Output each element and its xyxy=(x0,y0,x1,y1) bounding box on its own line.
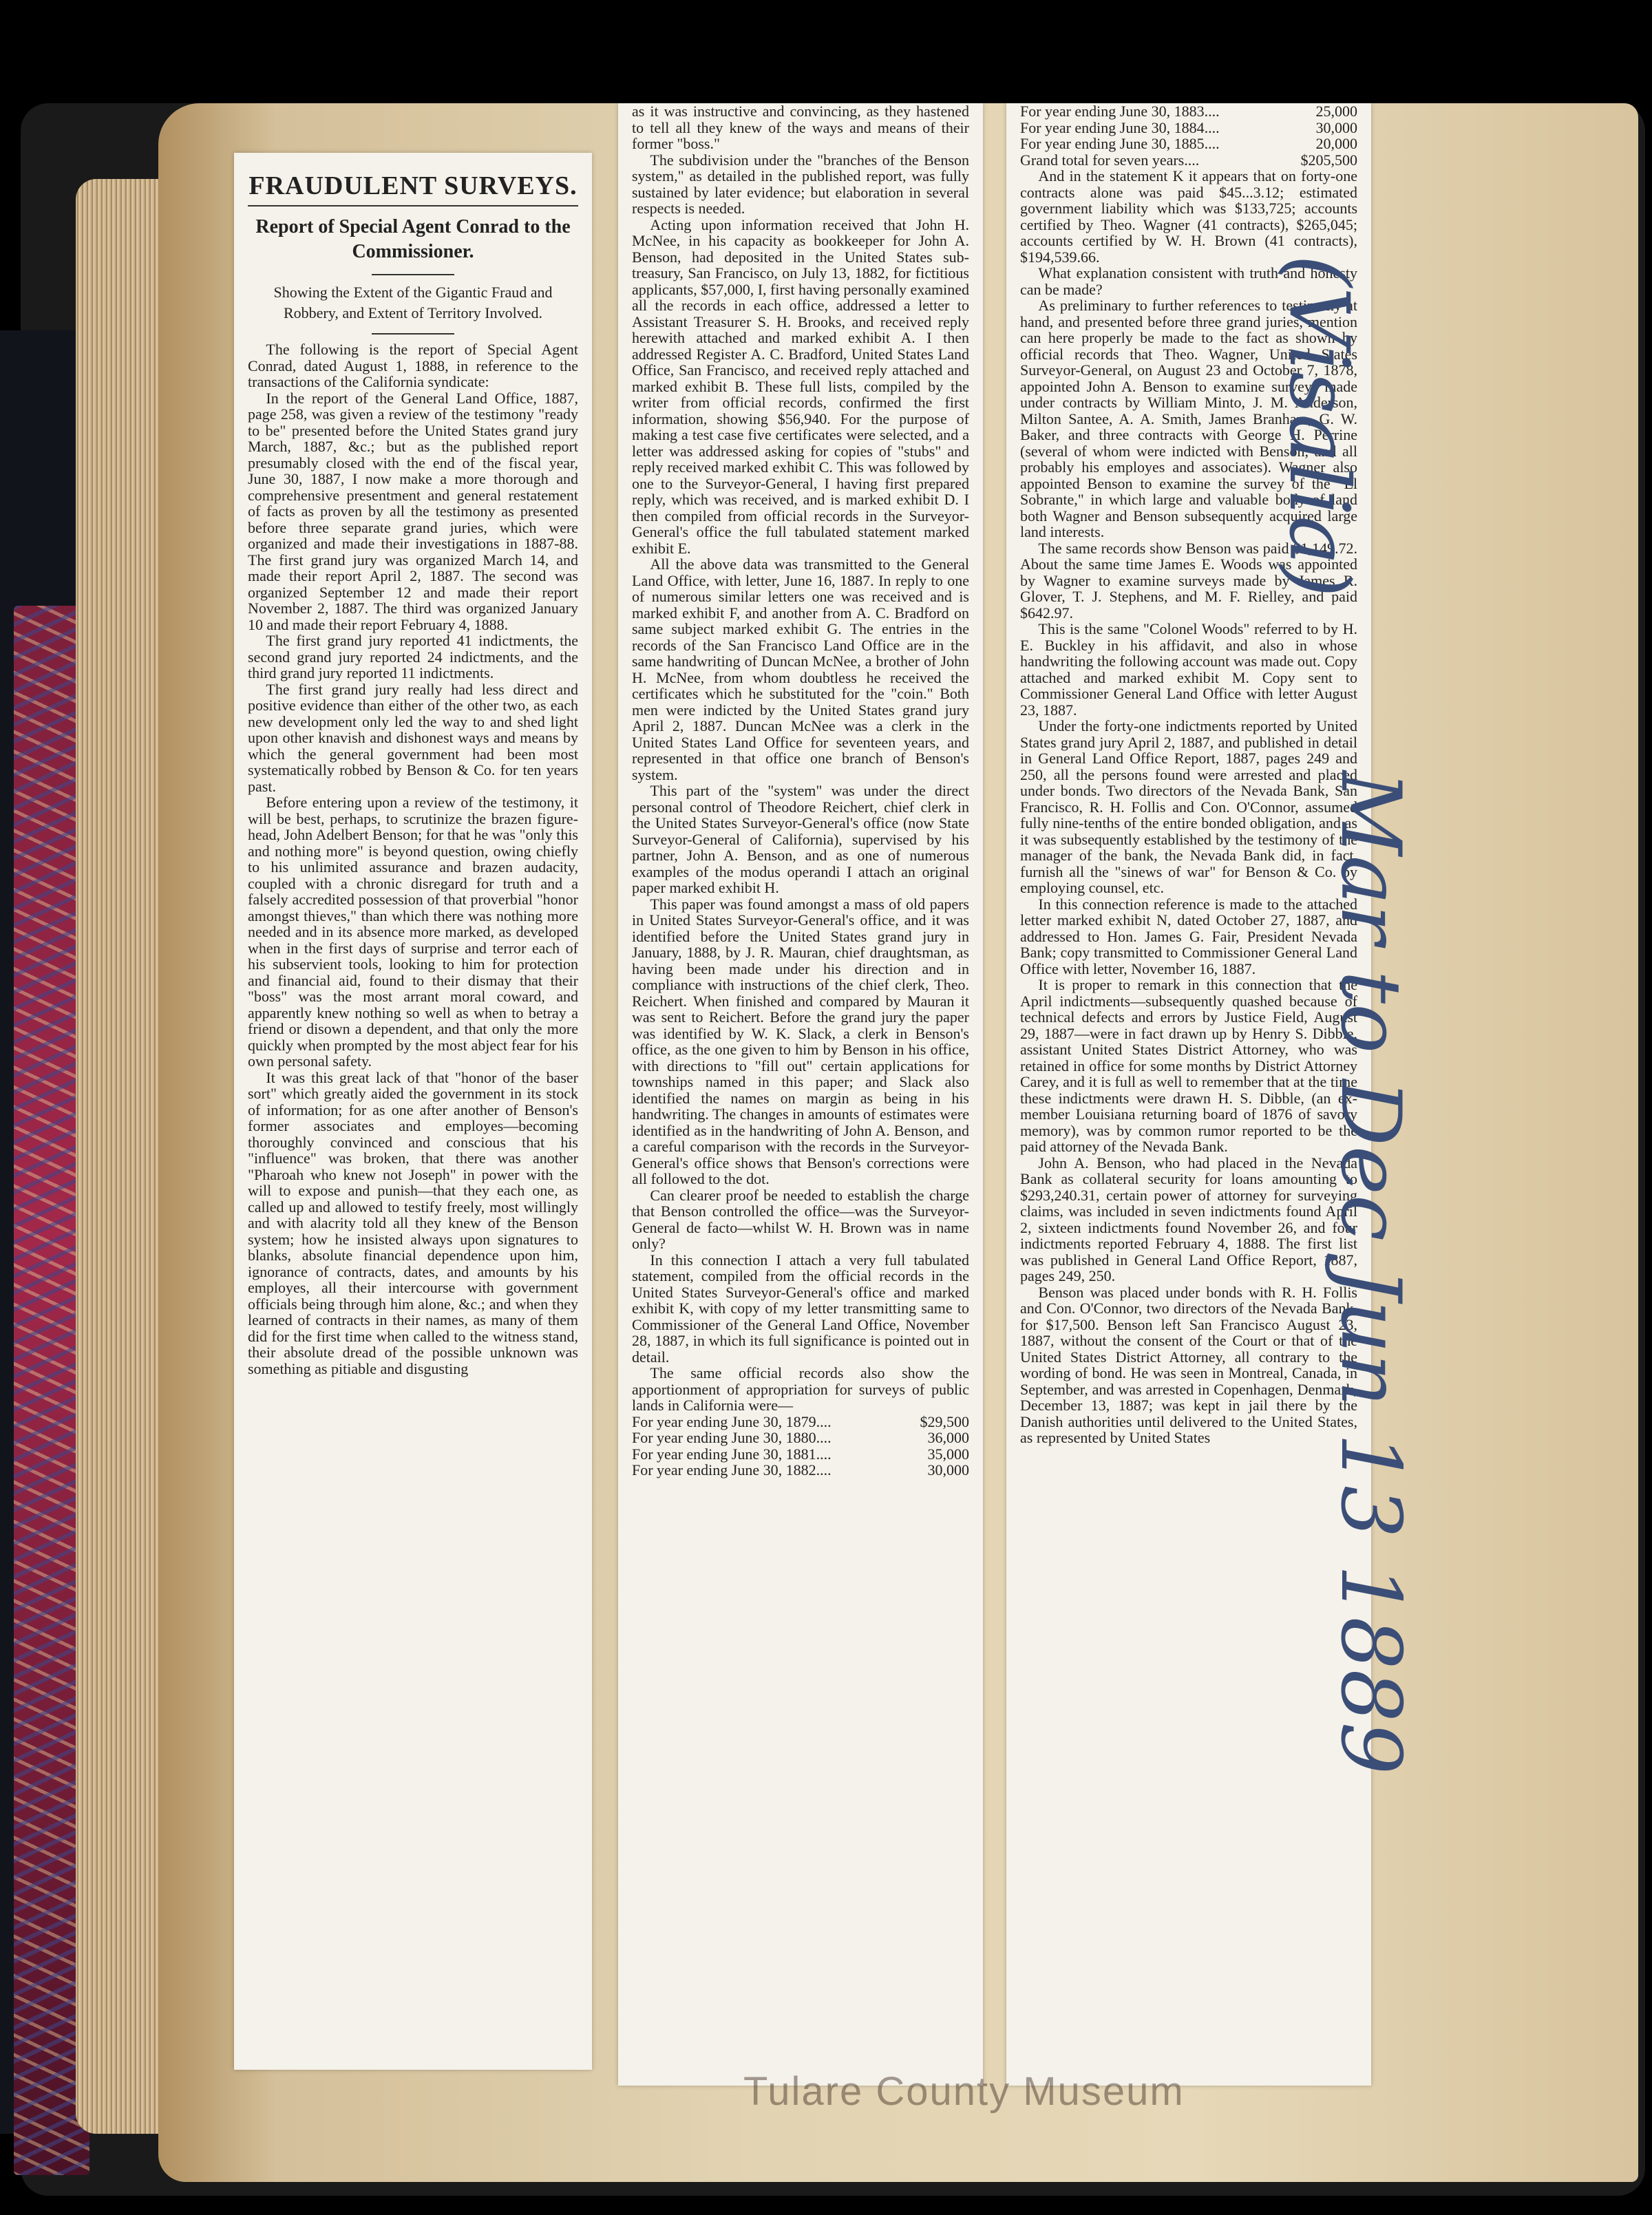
handwritten-note: (Visalia) xyxy=(1271,255,1366,597)
museum-watermark: Tulare County Museum xyxy=(743,2069,1185,2114)
paragraph: John A. Benson, who had placed in the Nevada Bank as collateral security for loans amounting to $293,240.31, certain power of attorney for surveying claims, was included in seven indictments found April 2, sixteen indictments found November 26, and four indictments reported February 4, 1888. The first list was published in General Land Office Report, 1887, pages 249, 250. xyxy=(1020,1154,1357,1284)
divider xyxy=(372,333,454,335)
paragraph: Acting upon information received that John H. McNee, in his capacity as bookkeeper for John A. Benson, had deposited in the United States sub-treasury, San Francisco, on July 13, 1882, for fictitious applicants, $57,000, I, first having personally examined all the records in each office, addressed a letter to Assistant Treasurer S. H. Brooks, and received reply herewith attached and marked exhibit A. I then addressed Register A. C. Bradford, United States Land Office, San Francisco, and received reply attached and marked exhibit B. These full lists, compiled by the writer from official records, confirmed the first information, showing $56,940. For the purpose of making a test case five certificates were selected, and a letter was addressed asking for copies of "stubs" and reply received marked exhibit C. This was followed by one to the Surveyor-General, I having first prepared reply, which was received, and is marked exhibit D. I then compiled from official records in the Surveyor-General's office the full tabulated statement marked exhibit E. xyxy=(632,215,969,557)
paragraph: All the above data was transmitted to the General Land Office, with letter, June 16, 1887. In reply to one of numerous similar letters one was received and is marked exhibit F, and another from A. C. Bradford on same subject marked exhibit G. The entries in the records of the San Francisco Land Office are in the same handwriting of Duncan McNee, a brother of John H. McNee, from whom doubtless he received the certificates which he substituted for the "coin." Both men were indicted by the United States grand jury April 2, 1887. Duncan McNee was a clerk in the United States Land Office for seventeen years, and represented in that office one branch of Benson's system. xyxy=(632,555,969,783)
appropriation-table xyxy=(632,1414,969,1479)
article-subhead: Report of Special Agent Conrad to the Commissioner. xyxy=(255,216,571,262)
paragraph: It was this great lack of that "honor of the baser sort" which greatly aided the government in its stock of information; for as one after another of Benson's former associates and employes—becoming thoroughly convinced and conscious that his "influence" was broken, that there was another "Pharoah who knew not Joseph" in power with the will to expose and punish—that they each one, as called up and allowed to testify freely, most willingly and with alacrity told all they knew of the Benson system; how he insisted always upon signatures to blanks, absolute financial dependence upon him, ignorance of contracts, dates, and amounts by his employes, all their intercourse with government officials being through him alone, &c.; and when they learned of contracts in their names, as many of them did for the first time when called to the witness stand, their absolute dread of the possible unknown was something as pitiable and disgusting xyxy=(248,1068,578,1377)
table-row: For year ending June 30, 1885.... 20,000 xyxy=(1020,135,1357,152)
table-row: For year ending June 30, 1884.... 30,000 xyxy=(1020,118,1357,136)
table-row: For year ending June 30, 1880.... 36,000 xyxy=(632,1429,969,1446)
table-row: For year ending June 30, 1882.... 30,000 xyxy=(632,1461,969,1479)
table-row: Grand total for seven years.... $205,500 xyxy=(1020,151,1357,169)
table-row: For year ending June 30, 1883.... 25,000 xyxy=(1020,103,1357,120)
paragraph: as it was instructive and convincing, as they hastened to tell all they knew of the ways and means of their former "boss." xyxy=(632,103,969,152)
paragraph: In this connection reference is made to the attached letter marked exhibit N, dated October 27, 1887, and addressed to Hon. James G. Fair, President Nevada Bank; copy transmitted to Commissioner General Land Office with letter, November 16, 1887. xyxy=(1020,895,1357,977)
article-column-2 xyxy=(618,103,983,2086)
paragraph: What explanation consistent with truth and honesty can be made? xyxy=(1020,264,1357,298)
paragraph: This paper was found amongst a mass of old papers in United States Surveyor-General's office, and it was identified before the United States grand jury in January, 1888, by J. R. Mauran, chief draughtsman, as having been made under his direction and in compliance with instructions of the chief clerk, Theo. Reichert. When finished and compared by Mauran it was sent to Reichert. Before the grand jury the paper was identified by W. K. Slack, a clerk in Benson's office, as the one given to him by Benson in his office, with directions to "fill out" certain applications for townships named in this paper; and Slack also identified the names on margin as being in his handwriting. The changes in amounts of estimates were identified as in the handwriting of John A. Benson, and a careful comparison with the records in the Surveyor-General's office shows that Benson's corrections were all followed to the dot. xyxy=(632,895,969,1187)
paragraph: The following is the report of Special Agent Conrad, dated August 1, 1888, in reference to the transactions of the California syndicate: xyxy=(248,341,578,390)
divider xyxy=(372,274,454,275)
paragraph: Under the forty-one indictments reported by United States grand jury April 2, 1887, and published in detail in General Land Office Report, 1887, pages 249 and 250, all the persons found were arrested and placed under bonds. Two directors of the Nevada Bank, San Francisco, R. H. Follis and Con. O'Connor, assumed fully nine-tenths of the entire bonded obligation, and as it was subsequently established by the testimony of the manager of the bank, the Nevada Bank did, in fact, furnish all the "sinews of war" for Benson & Co. by employing counsel, etc. xyxy=(1020,717,1357,896)
table-row: For year ending June 30, 1881.... 35,000 xyxy=(632,1445,969,1463)
paragraph: The first grand jury really had less direct and positive evidence than either of the other two, as each new development only led the way to and shed light upon other knavish and dishonest ways and means by which the general government had been most systematically robbed by Benson & Co. for ten years past. xyxy=(248,680,578,795)
handwritten-date: Mar to Dec Jun 13 1889 xyxy=(1322,771,1418,1775)
article-column-1 xyxy=(234,153,592,2070)
paragraph: The first grand jury reported 41 indictments, the second grand jury reported 24 indictments, and the third grand jury reported 11 indictments. xyxy=(248,632,578,681)
paragraph: In the report of the General Land Office, 1887, page 258, was given a review of the testimony "ready to be" presented before the United States grand jury March, 1887, &c.; but as the published report presumably closed with the end of the fiscal year, June 30, 1887, I now make a more thorough and comprehensive presentment and general restatement of facts as proven by all the testimony as presented before three separate grand juries, which were organized and made their investigations in 1887-88. The first grand jury was organized March 14, and made their report April 2, 1887. The second was organized September 12 and made their report November 2, 1887. The third was organized January 10 and made their report February 4, 1888. xyxy=(248,389,578,633)
article-deck: Showing the Extent of the Gigantic Fraud and Robbery, and Extent of Territory Involved. xyxy=(273,284,553,321)
paragraph: The same records show Benson was paid $1,149.72. About the same time James E. Woods was appointed by Wagner to examine surveys made by James R. Glover, T. J. Stephens, and M. F. Rielley, and paid $642.97. xyxy=(1020,539,1357,622)
paragraph: Can clearer proof be needed to establish the charge that Benson controlled the office—was the Surveyor-General de facto—whilst W. H. Brown was in name only? xyxy=(632,1186,969,1252)
paragraph: The subdivision under the "branches of the Benson system," as detailed in the published report, was fully sustained by later evidence; but elaboration in several respects is needed. xyxy=(632,151,969,217)
paragraph: And in the statement K it appears that on forty-one contracts alone was paid $45...3.12; estimated government liability which was $133,725; accounts certified by Theo. Wagner (41 contracts), $265,045; accounts certified by W. H. Brown (41 contracts), $194,539.66. xyxy=(1020,167,1357,266)
paragraph: Before entering upon a review of the testimony, it will be best, perhaps, to scrutinize the brazen figure-head, John Adelbert Benson; for that he was "only this and nothing more" is beyond question, owing chiefly to his unlimited assurance and brazen audacity, coupled with a chronic disregard for truth and a falsely accredited possession of that proverbial "honor amongst thieves," than which there was nothing more needed and in its absence more marked, as developed when in the first days of surprise and terror each of his subservient tools, looking to him for protection and financial aid, found to their dismay that their "boss" was the most arrant moral coward, and apparently knew nothing so well as when to betray a friend or disown a dependent, and that only the more quickly when prompted by the most abject fear for his own personal safety. xyxy=(248,794,578,1070)
paragraph: The same official records also show the apportionment of appropriation for surveys of public lands in California were— xyxy=(632,1364,969,1414)
paragraph: As preliminary to further references to testimony at hand, and presented before three grand juries, mention can here properly be made to the fact as shown by official records that Theo. Wagner, United States Surveyor-General, on August 23 and October 7, 1878, appointed John A. Benson to examine surveys made under contracts by William Minto, J. M. Anderson, Milton Santee, A. A. Smith, James Branham, G. W. Baker, and three contracts with George H. Perrine (several of whom were indicted with Benson, and all probably his employes and associates). Wagner also appointed Benson to examine the survey of the "El Sobrante," in which large and valuable body of land both Wagner and Benson subsequently acquired large land interests. xyxy=(1020,297,1357,540)
table-row: For year ending June 30, 1879.... $29,500 xyxy=(632,1412,969,1430)
article-headline: FRAUDULENT SURVEYS. xyxy=(248,171,578,206)
appropriation-table-continued xyxy=(1020,103,1357,168)
paragraph: In this connection I attach a very full tabulated statement, compiled from the official records in the United States Surveyor-General's office and marked exhibit K, with copy of my letter transmitting same to Commissioner of the General Land Office, November 28, 1887, in which its full significance is pointed out in detail. xyxy=(632,1251,969,1366)
paragraph: Benson was placed under bonds with R. H. Follis and Con. O'Connor, two directors of the Nevada Bank, for $17,500. Benson left San Francisco August 23, 1887, without the consent of the Court or that of the United States District Attorney, all contrary to the wording of bond. He was seen in Montreal, Canada, in September, and was arrested in Copenhagen, Denmark, December 13, 1887; was kept in jail there by the Danish authorities until delivered to the United States, as represented by United States xyxy=(1020,1283,1357,1446)
paragraph: This part of the "system" was under the direct personal control of Theodore Reichert, chief clerk in the United States Surveyor-General's office (now State Surveyor-General of California), supervised by his partner, John A. Benson, and as one of numerous examples of the modus operandi I attach an original paper marked exhibit H. xyxy=(632,782,969,896)
paragraph: This is the same "Colonel Woods" referred to by H. E. Buckley in his affidavit, and also in whose handwriting the following account was made out. Copy attached and marked exhibit M. Copy sent to Commissioner General Land Office with letter August 23, 1887. xyxy=(1020,620,1357,719)
paragraph: It is proper to remark in this connection that the April indictments—subsequently quashed because of technical defects and errors by Justice Field, August 29, 1887—were in fact drawn up by Henry S. Dibble, assistant United States District Attorney, who was retained in office for some months by District Attorney Carey, and it is full as well to remember that at the time these indictments were drawn H. S. Dibble, (an ex-member Louisiana returning board of 1876 of savory memory), was by common rumor reported to be the paid attorney of the Nevada Bank. xyxy=(1020,976,1357,1155)
